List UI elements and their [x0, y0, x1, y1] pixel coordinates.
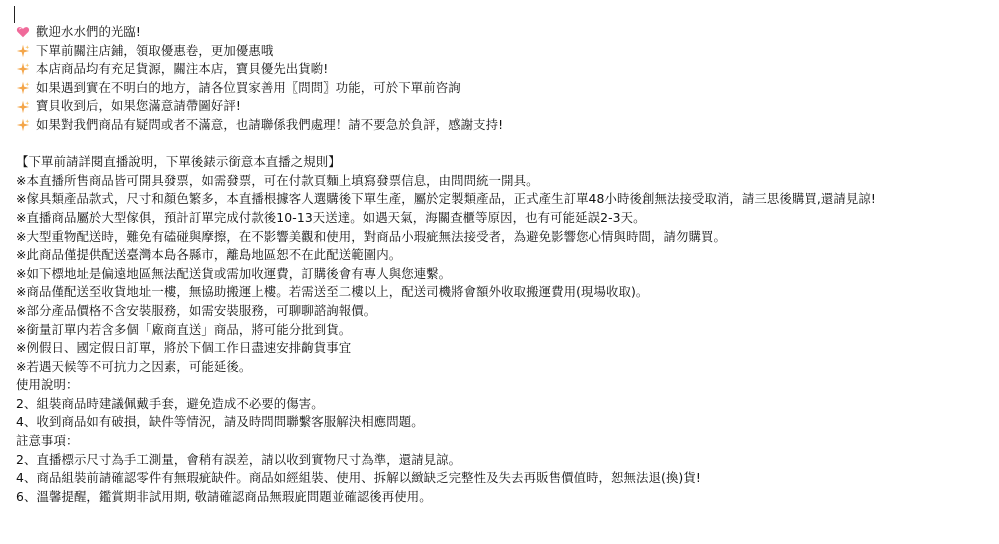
pink-heart-icon [16, 25, 30, 39]
usage-item: 2、組裝商品時建議佩戴手套，避免造成不必要的傷害。 [16, 395, 324, 411]
rule-item: ※商品僅配送至收貨地址一樓，無協助搬運上樓。若需送至二樓以上，配送司機將會額外收取搬運費用(現場收取)。 [16, 284, 649, 300]
rules-title: 【下單前請詳閱直播說明，下單後錶示銜意本直播之規則】 [16, 154, 341, 170]
rule-item: ※大型重物配送時，難免有磕碰與摩擦，在不影響美觀和使用，對商品小瑕疵無法接受者，為避免影響您心情與時間，請勿購買。 [16, 228, 726, 244]
tip-text: 本店商品均有充足貨源，關注本店，寶貝優先出貨喲! [36, 61, 329, 77]
sparkle-icon [16, 100, 30, 114]
sparkle-icon [16, 81, 30, 95]
rule-item: ※例假日、國定假日訂單，將於下個工作日盡速安排齣貨事宜 [16, 340, 352, 356]
rule-item: ※本直播所售商品皆可開具發票，如需發票，可在付款頁麵上填寫發票信息，由問問統一開具。 [16, 172, 539, 188]
tip-line [16, 60, 991, 79]
tip-text: 寶貝收到后，如果您滿意請帶圖好評! [36, 98, 241, 114]
tip-text: 如果對我們商品有疑問或者不滿意，也請聯係我們處理！請不要急於負評，感謝支持! [36, 116, 504, 132]
tip-line [16, 97, 991, 116]
product-description [16, 23, 991, 506]
notes-title: 註意事項： [16, 433, 79, 449]
tip-text: 下單前關注店鋪，領取優惠卷，更加優惠哦 [36, 42, 274, 58]
sparkle-icon [16, 62, 30, 76]
rule-item: ※如下標地址是偏遠地區無法配送貨或需加收運費，訂購後會有專人與您連繫。 [16, 265, 452, 281]
greeting-text: 歡迎水水們的光臨! [36, 24, 141, 39]
rule-item: ※若遇天候等不可抗力之因素，可能延後。 [16, 358, 252, 374]
notes-item: 2、直播標示尺寸為手工測量，會稍有誤差，請以收到實物尺寸為準，還請見諒。 [16, 451, 462, 467]
notes-item: 6、溫馨提醒，鑑賞期非試用期, 敬請確認商品無瑕庛問題並確認後再使用。 [16, 488, 432, 504]
rule-item: ※部分產品價格不含安裝服務，如需安裝服務，可聊聊諮詢報價。 [16, 302, 377, 318]
rule-item: ※直播商品屬於大型傢俱，預計訂單完成付款後10-13天送達。如遇天氣，海關查櫃等原因，也有可能延誤2-3天。 [16, 209, 646, 225]
usage-title: 使用說明： [16, 377, 79, 393]
tip-line [16, 79, 991, 98]
greeting-line [16, 23, 991, 42]
sparkle-icon [16, 44, 30, 58]
blank-line [16, 135, 991, 154]
rule-item: ※傢具類產品款式，尺寸和顏色繁多，本直播根據客人選購後下單生產，屬於定製類產品，正式產生訂單48小時後創無法接受取消，請三思後購買,還請見諒! [16, 191, 876, 207]
notes-item: 4、商品組裝前請確認零件有無瑕疵缺件。商品如經組裝、使用、拆解以緻缺乏完整性及失去再販售價值時，恕無法退(換)貨! [16, 470, 701, 486]
text-cursor [14, 6, 15, 23]
rule-item: ※此商品僅提供配送臺灣本島各縣市，離島地區恕不在此配送範圍内。 [16, 247, 402, 263]
tip-line [16, 116, 991, 135]
sparkle-icon [16, 118, 30, 132]
rule-item: ※銜量訂單内若含多個「廠商直送」商品，將可能分批到貨。 [16, 321, 352, 337]
tip-line [16, 42, 991, 61]
usage-item: 4、收到商品如有破損，缺件等情況，請及時問問聯繫客服解決相應問題。 [16, 414, 424, 430]
tip-text: 如果遇到實在不明白的地方，請各位買家善用〖問問〗功能，可於下單前咨詢 [36, 79, 461, 95]
